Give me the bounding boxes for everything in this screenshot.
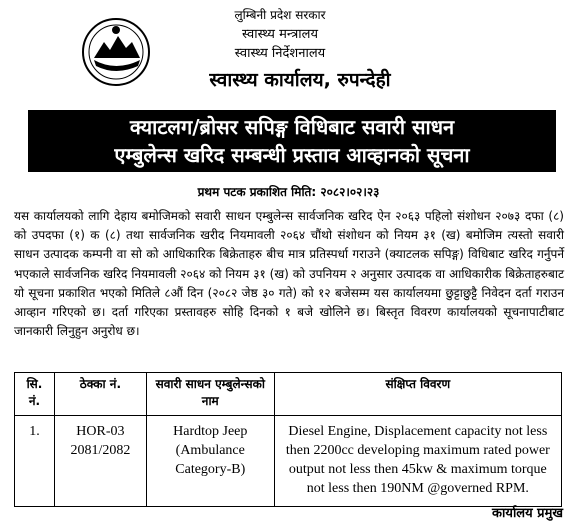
ministry-name: स्वास्थ्य मन्त्रालय <box>241 27 319 42</box>
cell-vehicle-name: Hardtop Jeep (Ambulance Category-B) <box>146 416 274 507</box>
publication-date: प्रथम पटक प्रकाशित मिति: २०८२।०२।२३ <box>197 185 380 199</box>
notice-title-line-2: एम्बुलेन्स खरिद सम्बन्धी प्रस्ताव आव्हानको सूचना <box>114 143 470 167</box>
notice-title-line-1: क्याटलग/ब्रोसर सपिङ्ग विधिबाट सवारी साधन <box>129 115 455 139</box>
notice-body: यस कार्यालयको लागि देहाय बमोजिमको सवारी साधन एम्बुलेन्स सार्वजनिक खरिद ऐन २०६३ पहिलो संशोधन २०७३ दफा (८) को उपदफा (१) क (८) तथा सार्वजनिक खरीद नियमावली २०६४ चौंथो संशोधन को नियम ३१ (ख) बमोजिम त्यस्तो सवारी साधन उत्पादक कम्पनी वा सो को आधिकारिक बिक्रेताहरु बीच मात्र प्रतिस्पर्धा गराउने (क्याटलक सपिङ्ग) विधिबाट खरिद गर्नुपर्ने भएकाले सार्वजनिक खरिद नियमावली २०६४ को नियम ३१ (ख) को उपनियम २ अनुसार उत्पादक वा आधिकारीक बिक्रेताहरुबाट यो सूचना प्रकाशित भएको मितिले ८औं दिन (२०८२ जेष्ठ ३० गते) को १२ बजेसम्म यस कार्यालयमा छुट्टाछुट्टै निवेदन दर्ता गराउन आव्हान गरिएको छ। दर्ता गरिएका प्रस्तावहरु सोहि दिनको १ बजे खोलिने छ। बिस्तृत विवरण कार्यालयको सूचनापाटीबाट जानकारी लिनुहुन अनुरोध छ। <box>14 209 564 339</box>
notice-title-banner <box>28 110 556 172</box>
nepal-emblem-icon <box>80 16 152 88</box>
table-header-row <box>15 373 562 416</box>
letterhead <box>0 0 577 110</box>
cell-description: Diesel Engine, Displacement capacity not less then 2200cc developing maximum rated power output not less then 45kw & maximum torque not less then 190NM @governed RPM. <box>274 416 561 507</box>
table-row <box>15 416 562 507</box>
col-description: संक्षिप्त विवरण <box>274 373 561 416</box>
govt-name: लुम्बिनी प्रदेश सरकार <box>234 8 326 22</box>
col-vehicle-name: सवारी साधन एम्बुलेन्सको नाम <box>146 373 274 416</box>
directorate-name: स्वास्थ्य निर्देशनालय <box>234 46 326 61</box>
col-serial: सि. नं. <box>15 373 55 416</box>
col-contract-no: ठेक्का नं. <box>54 373 146 416</box>
office-name: स्वास्थ्य कार्यालय, रुपन्देही <box>209 69 391 91</box>
cell-contract-no: HOR-03 2081/2082 <box>54 416 146 507</box>
cell-serial: 1. <box>15 416 55 507</box>
signature-title: कार्यालय प्रमुख <box>492 506 563 521</box>
procurement-table <box>14 372 562 507</box>
